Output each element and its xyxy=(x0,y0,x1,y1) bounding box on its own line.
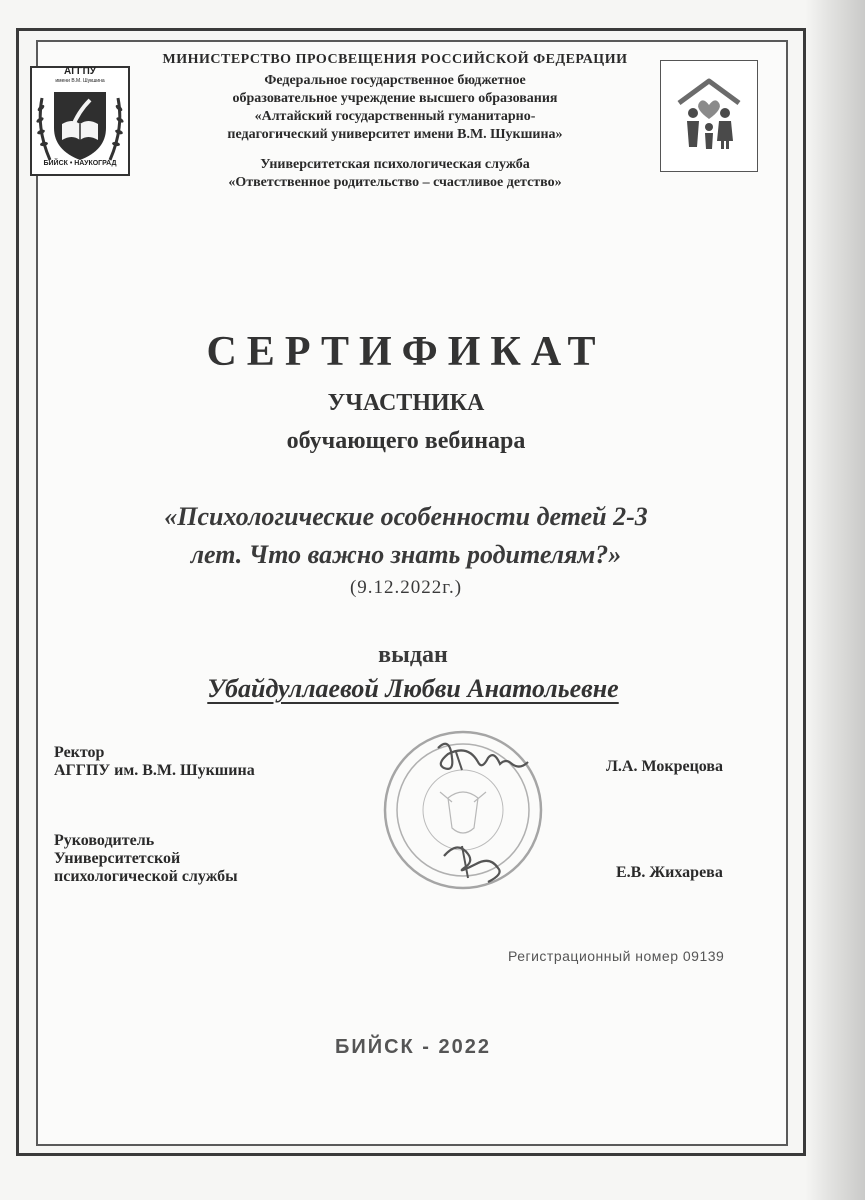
logo-top-text: АГГПУ xyxy=(64,66,96,77)
institution-line: педагогический университет имени В.М. Шукшина» xyxy=(227,127,563,142)
topic-line: «Психологические особенности детей 2-3 xyxy=(164,502,648,531)
webinar-date: (9.12.2022г.) xyxy=(349,577,463,598)
family-logo xyxy=(660,60,758,172)
registration-number: Регистрационный номер 09139 xyxy=(508,948,725,964)
institution-line: Федеральное государственное бюджетное xyxy=(264,73,526,88)
head-title xyxy=(54,832,238,886)
service-line: Университетская психологическая служба xyxy=(260,157,530,172)
rector-title-line: АГГПУ им. В.М. Шукшина xyxy=(54,762,255,779)
rector-name: Л.А. Мокрецова xyxy=(606,758,724,775)
city-year: БИЙСК - 2022 xyxy=(334,1036,492,1058)
head-title-line: Руководитель xyxy=(54,832,155,849)
webinar-topic xyxy=(60,498,752,574)
service-line: «Ответственное родительство – счастливое детство» xyxy=(228,175,562,190)
certificate-title: СЕРТИФИКАТ xyxy=(206,329,606,375)
certificate-subtitle: УЧАСТНИКА xyxy=(327,390,485,416)
ministry-name: МИНИСТЕРСТВО ПРОСВЕЩЕНИЯ РОССИЙСКОЙ ФЕДЕРАЦИИ xyxy=(162,52,628,67)
rector-title xyxy=(54,744,255,780)
family-house-icon xyxy=(661,61,757,171)
certificate-event-type: обучающего вебинара xyxy=(286,428,526,454)
institution-line: образовательное учреждение высшего образования xyxy=(232,91,558,106)
recipient-name-text: Убайдуллаевой Любви Анатольевне xyxy=(207,674,619,703)
head-title-line: Университетской xyxy=(54,850,181,867)
official-seal-icon xyxy=(378,728,548,892)
institution-line: «Алтайский государственный гуманитарно- xyxy=(254,109,536,124)
service-name xyxy=(140,156,650,192)
head-name: Е.В. Жихарева xyxy=(616,864,723,881)
page-edge-shadow xyxy=(805,0,865,1200)
logo-bottom-text: БИЙСК • НАУКОГРАД xyxy=(43,160,117,167)
logo-small-text: имени В.М. Шукшина xyxy=(55,78,105,84)
head-title-line: психологической службы xyxy=(54,868,238,885)
institution-name xyxy=(140,72,650,144)
topic-line: лет. Что важно знать родителям?» xyxy=(190,540,622,569)
issued-label: выдан xyxy=(378,642,448,668)
recipient-name xyxy=(0,674,826,704)
rector-title-line: Ректор xyxy=(54,744,105,761)
